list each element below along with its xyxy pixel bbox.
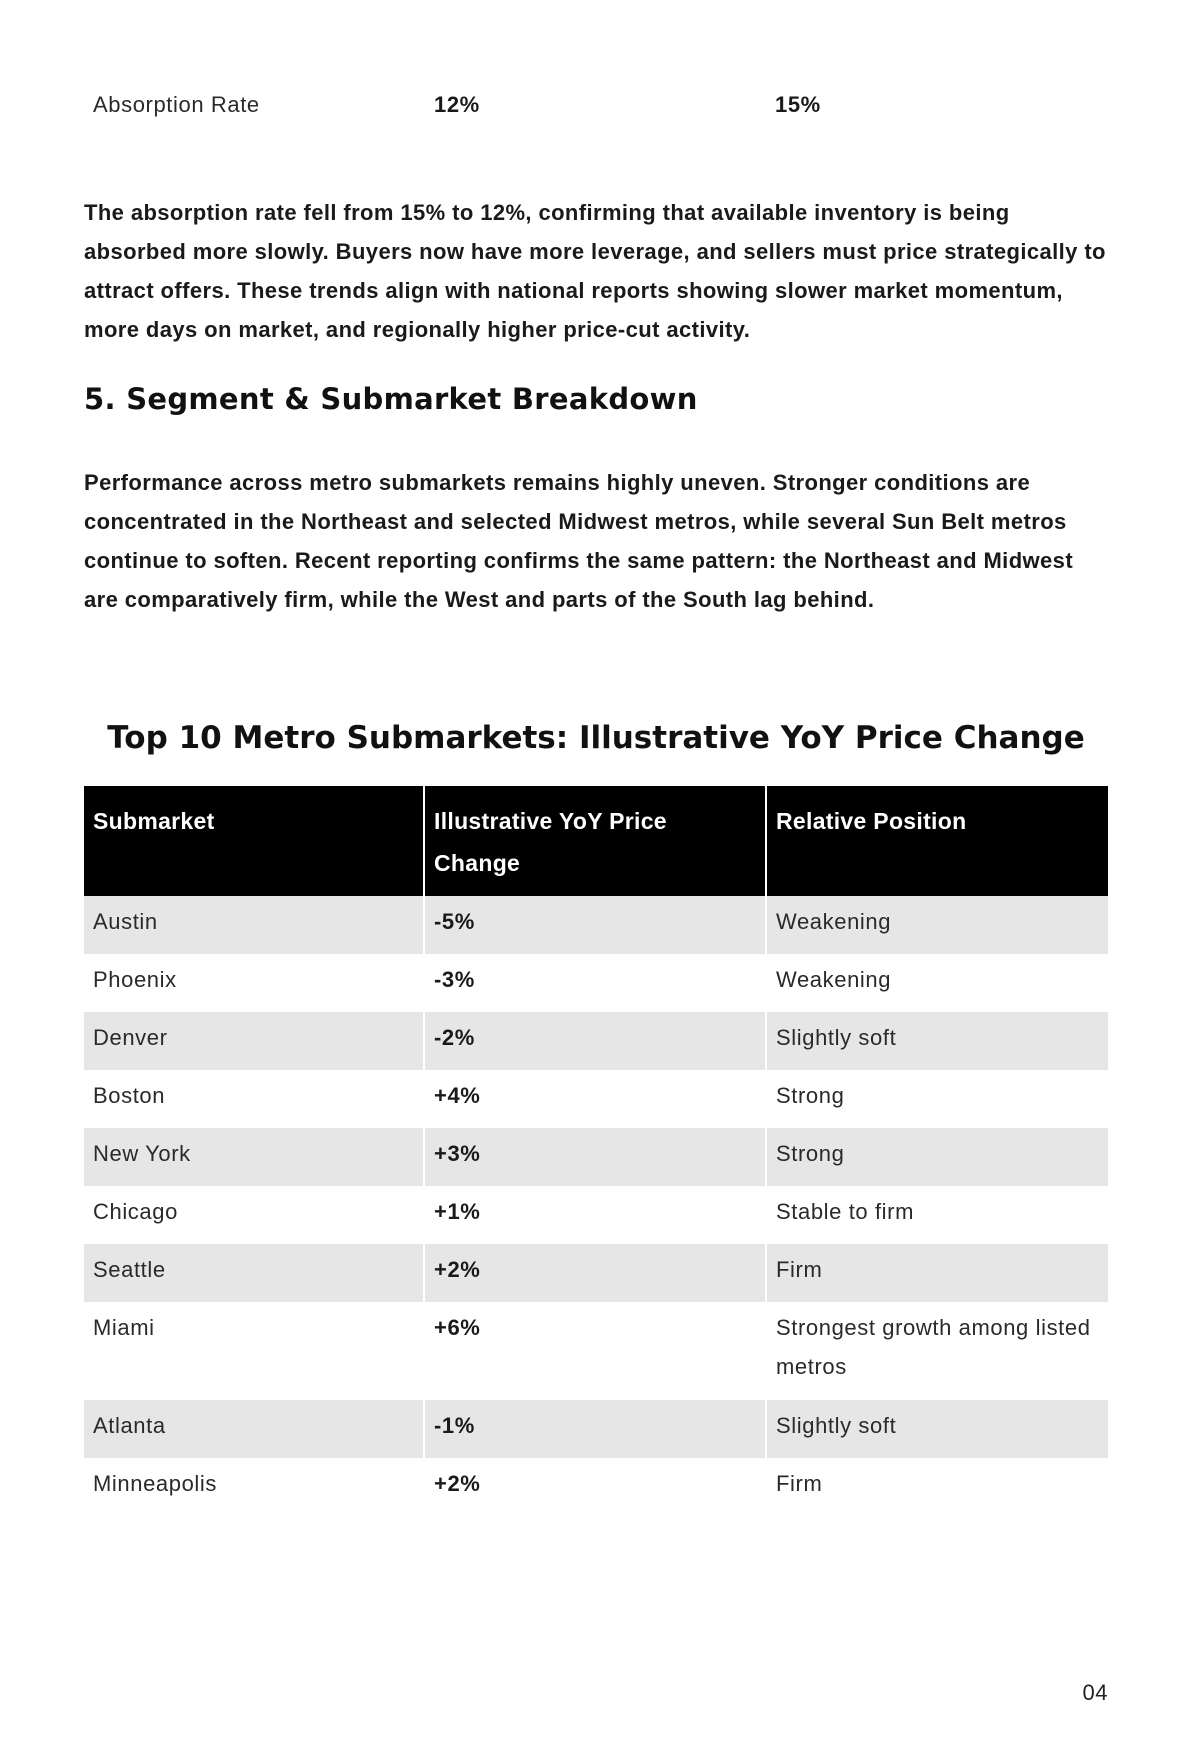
change-cell: +2% xyxy=(424,1458,766,1516)
table-row xyxy=(84,896,1108,954)
table-row xyxy=(84,1128,1108,1186)
absorption-rate-current: 12% xyxy=(434,92,480,117)
position-cell: Weakening xyxy=(766,954,1108,1012)
change-cell: +6% xyxy=(424,1302,766,1400)
section-heading: 5. Segment & Submarket Breakdown xyxy=(84,382,698,416)
submarket-cell: Boston xyxy=(84,1070,424,1128)
change-cell: +2% xyxy=(424,1244,766,1302)
position-cell: Firm xyxy=(766,1458,1108,1516)
position-cell: Strongest growth among listed metros xyxy=(766,1302,1108,1400)
submarket-cell: Minneapolis xyxy=(84,1458,424,1516)
header-submarket: Submarket xyxy=(84,786,424,896)
header-yoy-change: Illustrative YoY Price Change xyxy=(424,786,766,896)
submarket-table xyxy=(84,786,1108,1516)
change-cell: +3% xyxy=(424,1128,766,1186)
submarket-cell: Phoenix xyxy=(84,954,424,1012)
position-cell: Slightly soft xyxy=(766,1012,1108,1070)
table-row xyxy=(84,954,1108,1012)
change-cell: -2% xyxy=(424,1012,766,1070)
absorption-rate-previous: 15% xyxy=(775,92,821,117)
table-row xyxy=(84,1244,1108,1302)
submarket-cell: New York xyxy=(84,1128,424,1186)
absorption-rate-label: Absorption Rate xyxy=(93,92,260,117)
position-cell: Firm xyxy=(766,1244,1108,1302)
table-row xyxy=(84,1458,1108,1516)
table-row xyxy=(84,1302,1108,1400)
submarket-cell: Chicago xyxy=(84,1186,424,1244)
change-cell: -1% xyxy=(424,1400,766,1458)
change-cell: +4% xyxy=(424,1070,766,1128)
table-row xyxy=(84,1012,1108,1070)
position-cell: Stable to firm xyxy=(766,1186,1108,1244)
position-cell: Weakening xyxy=(766,896,1108,954)
position-cell: Strong xyxy=(766,1070,1108,1128)
submarket-cell: Austin xyxy=(84,896,424,954)
change-cell: +1% xyxy=(424,1186,766,1244)
submarket-cell: Denver xyxy=(84,1012,424,1070)
table-row xyxy=(84,1070,1108,1128)
change-cell: -5% xyxy=(424,896,766,954)
table-header-row xyxy=(84,786,1108,896)
change-cell: -3% xyxy=(424,954,766,1012)
submarket-cell: Seattle xyxy=(84,1244,424,1302)
submarket-paragraph: Performance across metro submarkets remains highly uneven. Stronger conditions are concentrated in the Northeast and selected Midwest metros, while several Sun Belt metros continue to soften. Recent reporting confirms the same pattern: the Northeast and Midwest are comparatively firm, while the West and parts of the South lag behind. xyxy=(84,470,1074,612)
position-cell: Strong xyxy=(766,1128,1108,1186)
submarket-cell: Atlanta xyxy=(84,1400,424,1458)
position-cell: Slightly soft xyxy=(766,1400,1108,1458)
header-relative-position: Relative Position xyxy=(766,786,1108,896)
table-row xyxy=(84,1400,1108,1458)
page-number: 04 xyxy=(1082,1680,1108,1705)
submarket-cell: Miami xyxy=(84,1302,424,1400)
absorption-rate-row xyxy=(93,92,1108,128)
table-title: Top 10 Metro Submarkets: Illustrative YoY Price Change xyxy=(107,720,1085,756)
absorption-paragraph: The absorption rate fell from 15% to 12%, confirming that available inventory is being absorbed more slowly. Buyers now have more leverage, and sellers must price strategically to attract offers. These trends align with national reports showing slower market momentum, more days on market, and regionally higher price-cut activity. xyxy=(84,200,1106,342)
table-row xyxy=(84,1186,1108,1244)
